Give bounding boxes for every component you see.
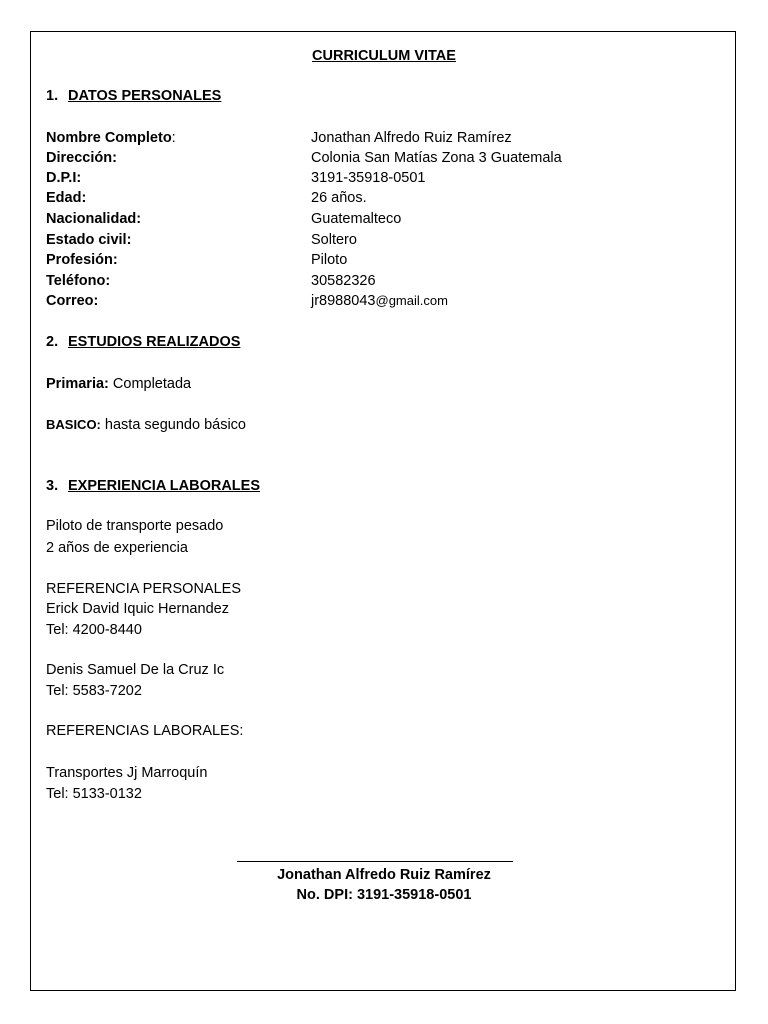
work-reference-name: Transportes Jj Marroquín [46, 765, 208, 781]
profession-value: Piloto [311, 252, 348, 268]
phone-value: 30582326 [311, 273, 376, 289]
section-number: 1. [46, 88, 59, 104]
experience-line: Piloto de transporte pesado [46, 518, 224, 534]
email-label: Correo: [46, 293, 99, 309]
email-value: jr8988043@gmail.com [311, 293, 448, 309]
signature-name: Jonathan Alfredo Ruiz Ramírez [277, 867, 491, 883]
section-label: ESTUDIOS REALIZADOS [68, 334, 241, 350]
personal-references-title: REFERENCIA PERSONALES [46, 581, 241, 597]
profession-label: Profesión: [46, 252, 118, 268]
address-label: Dirección: [46, 150, 117, 166]
document-title: CURRICULUM VITAE [312, 48, 456, 64]
phone-label: Teléfono: [46, 273, 111, 289]
work-reference-phone: Tel: 5133-0132 [46, 786, 142, 802]
nationality-label: Nacionalidad: [46, 211, 142, 227]
dpi-label: D.P.I: [46, 170, 82, 186]
name-label: Nombre Completo: [46, 130, 176, 146]
section-number: 2. [46, 334, 59, 350]
signature-line [237, 861, 513, 862]
primary-studies: Primaria: Completada [46, 376, 192, 392]
section-studies-heading [46, 333, 240, 351]
name-value: Jonathan Alfredo Ruiz Ramírez [311, 130, 512, 146]
section-personal-heading [46, 87, 221, 105]
reference-phone: Tel: 4200-8440 [46, 622, 142, 638]
section-label: DATOS PERSONALES [68, 88, 222, 104]
nationality-value: Guatemalteco [311, 211, 402, 227]
experience-line: 2 años de experiencia [46, 540, 188, 556]
reference-name: Denis Samuel De la Cruz Ic [46, 662, 225, 678]
civil-status-label: Estado civil: [46, 232, 132, 248]
reference-name: Erick David Iquic Hernandez [46, 601, 229, 617]
basic-studies: BASICO: hasta segundo básico [46, 417, 246, 433]
signature-dpi: No. DPI: 3191-35918-0501 [296, 887, 472, 903]
section-number: 3. [46, 478, 59, 494]
section-label: EXPERIENCIA LABORALES [68, 478, 261, 494]
age-value: 26 años. [311, 190, 367, 206]
dpi-value: 3191-35918-0501 [311, 170, 426, 186]
reference-phone: Tel: 5583-7202 [46, 683, 142, 699]
address-value: Colonia San Matías Zona 3 Guatemala [311, 150, 562, 166]
civil-status-value: Soltero [311, 232, 357, 248]
work-references-title: REFERENCIAS LABORALES: [46, 723, 244, 739]
age-label: Edad: [46, 190, 87, 206]
section-experience-heading [46, 477, 260, 495]
